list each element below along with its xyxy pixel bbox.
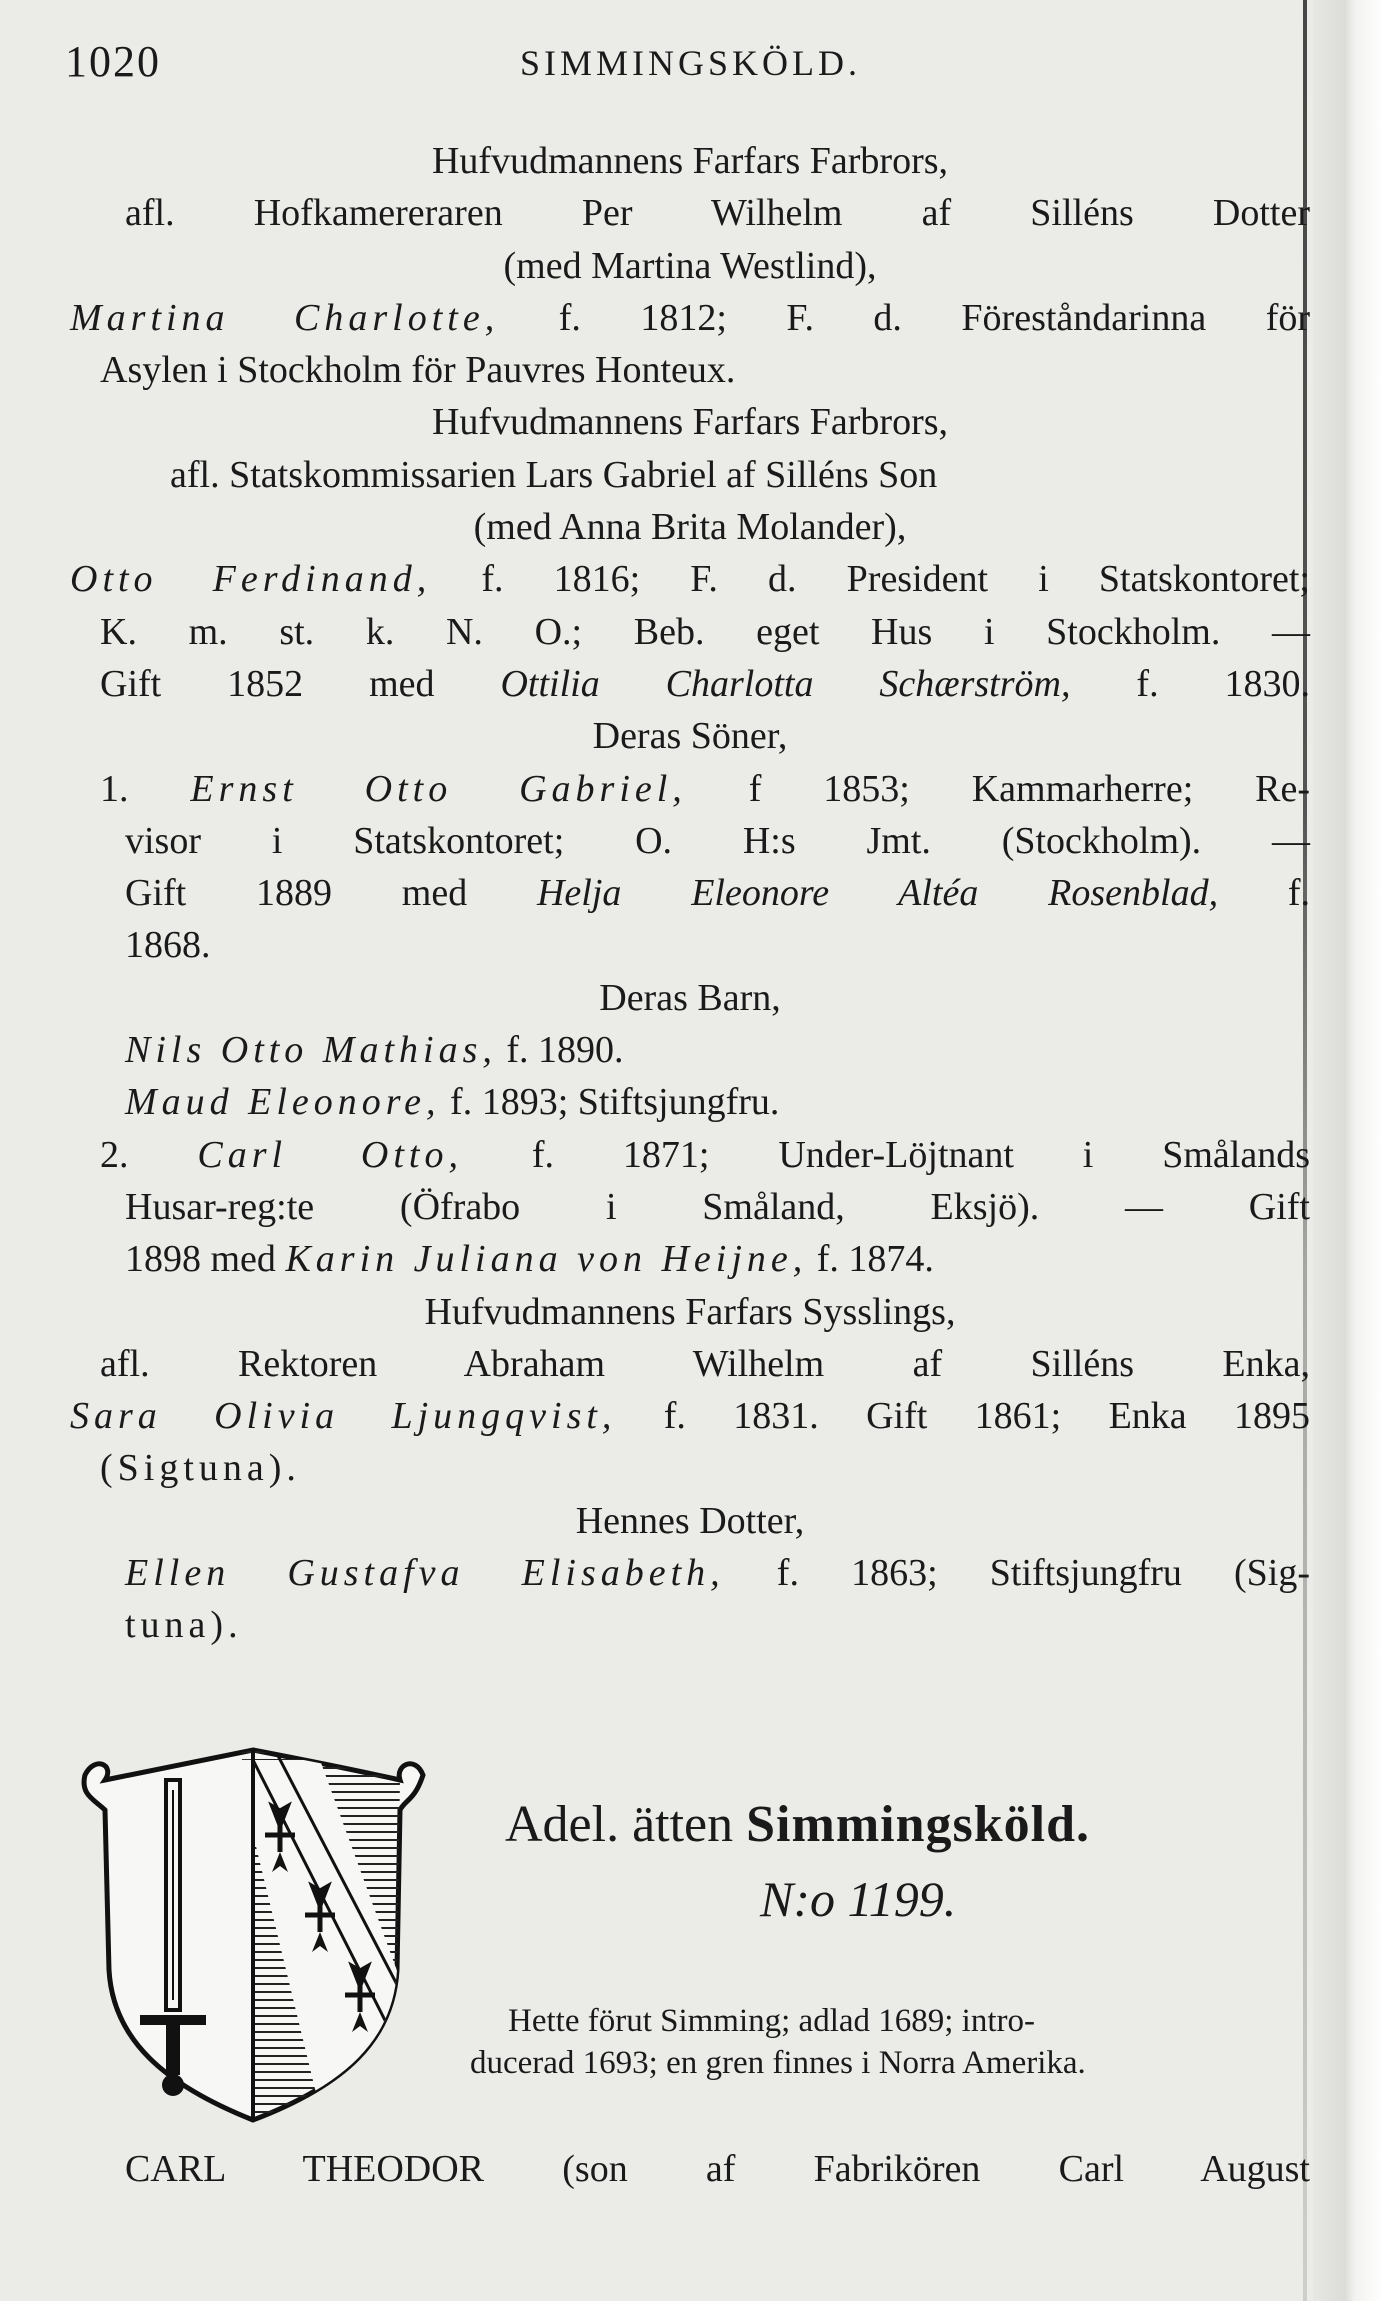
line-text: f. 1890. <box>496 1029 624 1072</box>
text-line <box>70 1547 1310 1599</box>
line-text: 1898 med <box>125 1238 286 1281</box>
text-line <box>70 867 1310 919</box>
genealogy-text <box>70 135 1310 1652</box>
page-edge <box>1313 0 1383 2301</box>
line-text: (med Anna Brita Molander), <box>473 506 907 549</box>
text-line <box>70 606 1310 658</box>
text-line <box>70 396 1310 448</box>
person-name: Sara Olivia Ljungqvist, <box>70 1395 617 1438</box>
line-text: f. 1830. <box>1070 662 1311 705</box>
text-line <box>70 1233 1310 1285</box>
text-line <box>70 292 1310 344</box>
person-name: Martina Charlotte, <box>70 296 500 339</box>
line-text: afl. Rektoren Abraham Wilhelm af Silléns Enka, <box>100 1342 1310 1385</box>
text-line <box>70 449 1310 501</box>
text-line <box>70 135 1310 187</box>
family-name: Simmingsköld. <box>746 1796 1091 1853</box>
line-text: K. m. st. k. N. O.; Beb. eget Hus i Stockholm. — <box>100 610 1310 653</box>
running-title: SIMMINGSKÖLD. <box>520 43 862 83</box>
line-text: Gift 1852 med <box>100 662 501 705</box>
text-line <box>70 1181 1310 1233</box>
person-name: Ellen Gustafva Elisabeth, <box>125 1552 725 1595</box>
line-text: Hufvudmannens Farfars Farbrors, <box>431 401 949 444</box>
person-name: Carl Otto, <box>197 1133 463 1176</box>
person-name: Karin Juliana von Heijne, <box>285 1238 808 1281</box>
text-line <box>70 919 1310 971</box>
person-name: Nils Otto Mathias, <box>125 1029 497 1072</box>
text-line <box>70 658 1310 710</box>
family-number-text: N:o 1199. <box>760 1871 957 1927</box>
family-number <box>760 1870 956 1928</box>
line-text: Deras Barn, <box>599 976 781 1019</box>
family-note <box>470 2000 1310 2084</box>
text-line <box>70 1024 1310 1076</box>
line-text: Asylen i Stockholm för Pauvres Honteux. <box>100 349 736 392</box>
family-heading <box>505 1795 1295 1854</box>
person-name: Ernst Otto Gabriel, <box>190 767 687 810</box>
person-name: Ottilia Charlotta Schærström, <box>500 662 1071 705</box>
text-line <box>70 1390 1310 1442</box>
text-line <box>70 1076 1310 1128</box>
line-text: f. 1863; Stiftsjungfru (Sig- <box>724 1552 1310 1595</box>
line-text: Hufvudmannens Farfars Farbrors, <box>431 140 949 182</box>
text-line <box>70 815 1310 867</box>
line-text: 1. <box>100 767 191 810</box>
line-text: f. 1831. Gift 1861; Enka 1895 <box>616 1395 1310 1438</box>
text-line <box>70 501 1310 553</box>
heading-prefix: Adel. ätten <box>505 1796 747 1853</box>
line-text: f 1853; Kammarherre; Re- <box>686 767 1311 810</box>
text-line <box>70 1599 1310 1651</box>
person-name: Maud Eleonore, <box>125 1081 441 1124</box>
line-text: 1868. <box>125 924 211 967</box>
note-line: ducerad 1693; en gren finnes i Norra Amerika. <box>470 2045 1086 2081</box>
line-text: f. <box>1218 872 1310 915</box>
line-text: Hennes Dotter, <box>575 1499 805 1542</box>
line-text: Hufvudmannens Farfars Sysslings, <box>424 1290 956 1333</box>
line-text: Deras Söner, <box>592 715 788 758</box>
line-text: (Sigtuna). <box>100 1447 301 1490</box>
text-line <box>70 972 1310 1024</box>
line-text: f. 1874. <box>807 1238 934 1281</box>
text-line <box>70 763 1310 815</box>
line-text: afl. Statskommissarien Lars Gabriel af Silléns Son <box>170 453 938 496</box>
text-line <box>70 187 1310 239</box>
line-text: (med Martina Westlind), <box>503 244 877 287</box>
text-line <box>70 1442 1310 1494</box>
line-text: f. 1871; Under-Löjtnant i Smålands <box>463 1133 1310 1176</box>
note-line: Hette förut Simming; adlad 1689; intro- <box>508 2003 1036 2039</box>
page-number: 1020 <box>65 37 161 86</box>
continuation-line: CARL THEODOR (son af Fabrikören Carl August <box>125 2148 1310 2190</box>
text-line <box>70 1129 1310 1181</box>
text-line <box>70 1495 1310 1547</box>
text-line <box>70 1338 1310 1390</box>
text-line <box>70 710 1310 762</box>
person-name: Helja Eleonore Altéa Rosenblad, <box>536 872 1219 915</box>
line-text: Gift 1889 med <box>125 872 537 915</box>
text-line <box>70 240 1310 292</box>
text-line <box>70 344 1310 396</box>
line-text: tuna). <box>125 1604 243 1647</box>
coat-of-arms-icon <box>75 1740 430 2130</box>
line-text: afl. Hofkamereraren Per Wilhelm af Silléns Dotter <box>125 192 1310 235</box>
person-name: Otto Ferdinand, <box>70 558 432 601</box>
text-line <box>70 553 1310 605</box>
line-text: f. 1816; F. d. President i Statskontoret; <box>431 558 1310 601</box>
page-header <box>65 30 1305 90</box>
text-line <box>70 1286 1310 1338</box>
line-text: visor i Statskontoret; O. H:s Jmt. (Stockholm). — <box>125 819 1310 862</box>
line-text: 2. <box>100 1133 198 1176</box>
line-text: Husar-reg:te (Öfrabo i Småland, Eksjö). — Gift <box>125 1185 1310 1228</box>
line-text: f. 1812; F. d. Föreståndarinna för <box>499 296 1311 339</box>
line-text: f. 1893; Stiftsjungfru. <box>440 1081 780 1124</box>
